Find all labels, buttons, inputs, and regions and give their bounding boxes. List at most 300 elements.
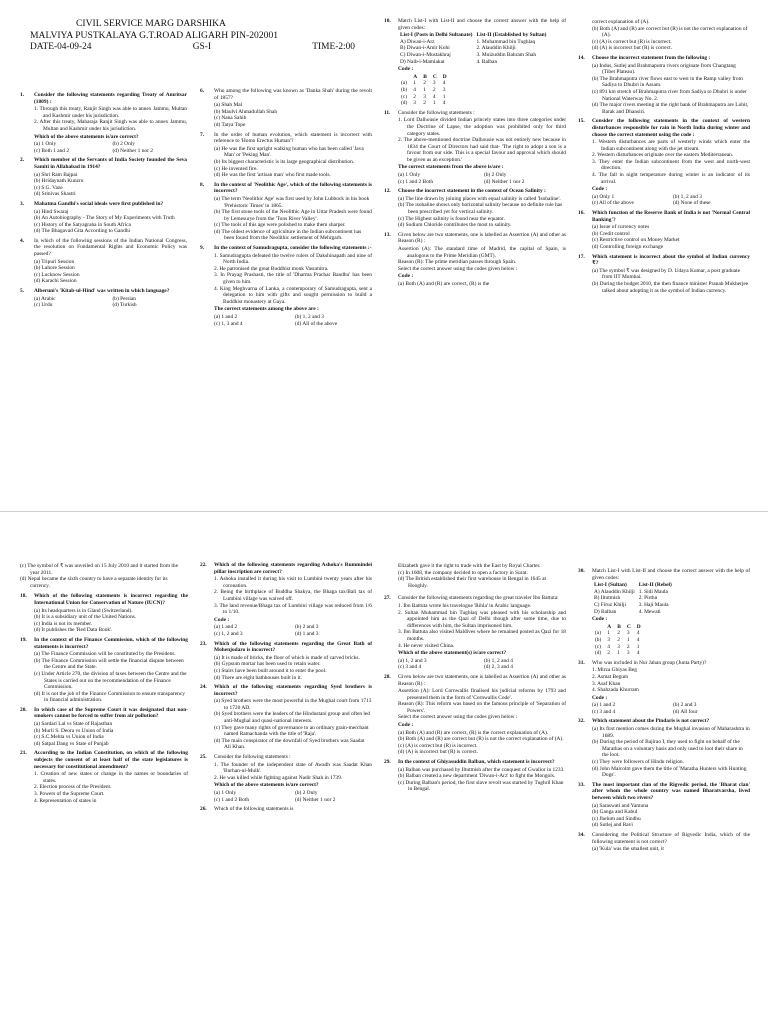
question-number: 5.	[20, 288, 25, 295]
code-cell: 2	[413, 93, 416, 100]
statement: 2. Being the birthplace of Buddha Shakya, the Bhaga tax/Bali tax of Lumbini village was waived off.	[214, 589, 372, 602]
code-cell: 4	[607, 643, 610, 650]
option[interactable]: (c) 1, 2 and 3	[214, 630, 243, 637]
question-number: 10.	[384, 18, 391, 24]
option[interactable]: (a) He was the first upright walking human who has been called 'Java Man' or 'Peking Man'.	[214, 145, 364, 159]
header-title: CIVIL SERVICE MARG DARSHIKA	[76, 18, 226, 29]
option[interactable]: (c) S.G. Vaze	[34, 184, 63, 191]
question-ask: Which of the above statement(s) is/are correct?	[398, 650, 507, 657]
question-22	[200, 562, 372, 638]
option[interactable]: (d) (A) is incorrect but (R) is correct.	[592, 45, 672, 52]
option[interactable]: (d) None of these	[673, 200, 711, 207]
list-1-item: B) Iltutmish	[594, 595, 621, 602]
statement: 3. Powers of the Supreme Court.	[34, 791, 105, 797]
option[interactable]: (b) Hridaynath Kunzru	[34, 178, 84, 185]
question-number: 34.	[578, 831, 585, 838]
question-13-continued	[592, 19, 750, 52]
question-text: In which case of the Supreme Court it was designated that non-smokers cannot be forced to suffer from air pollution?	[34, 706, 188, 720]
option[interactable]: (b) 1, 2 and 3	[295, 314, 324, 320]
question-16	[578, 210, 750, 251]
option[interactable]: (c) All of the above	[592, 200, 634, 207]
question-25	[200, 754, 372, 803]
question-12	[384, 188, 566, 229]
code-cell: 1	[626, 636, 630, 643]
question-number: 6.	[200, 88, 205, 94]
option[interactable]: (d) Tatya Tope	[214, 121, 246, 128]
statement: 4. Representation of states in	[34, 797, 97, 804]
question-30	[578, 568, 750, 657]
assertion: Assertion (A): Lord Cornwallis finalised his judicial reforms by 1793 and presented them in the form of 'Cornwallis Code'.	[398, 688, 566, 701]
option[interactable]: (c) They were followers of Hindu religion.	[592, 759, 684, 766]
code-head: C	[432, 73, 437, 80]
question-ask: The correct statements from the above is/are :	[398, 164, 504, 171]
question-34	[578, 832, 750, 853]
code-cell: (a)	[401, 80, 407, 87]
option[interactable]: (a) It is made of bricks, the floor of which is made of carved bricks.	[214, 654, 360, 661]
option[interactable]: (a) 1 and 2	[214, 624, 238, 631]
option[interactable]: (a) Sardari Lal vs State of Rajasthan	[34, 721, 113, 728]
statement: 1. Through this treaty, Ranjit Singh was able to annex Jammu, Multan and Kashmir under his jurisdiction.	[34, 106, 187, 119]
code-option[interactable]	[592, 650, 644, 657]
option[interactable]: (c) Both 1 and 2	[34, 147, 70, 154]
option[interactable]: (b) 2 Only	[295, 790, 318, 796]
option[interactable]: (d) Srinivas Shastri	[34, 191, 76, 198]
question-text: Which statement is incorrect about the symbol of Indian currency ₹?	[592, 253, 750, 267]
option[interactable]: (a) The term 'Neolithic Age' was first used by John Lubbock in his book 'Prehistoric Times' in 1865.	[214, 195, 370, 209]
header-time: TIME-2:00	[312, 41, 355, 52]
list-2-item: 1. Muhammad bin Tughlaq	[476, 38, 536, 45]
option[interactable]: (a) Hind Swaraj	[34, 208, 69, 215]
statement: 3. The land revenue/Bhaga tax of Lumbini village was reduced from 1/6 to 1/10.	[214, 602, 372, 616]
question-number: 13.	[384, 231, 391, 238]
statement: 3. Asaf Khan	[592, 680, 621, 687]
assertion: Assertion (A): The standard time of Madrid, the capital of Spain, is analogous to the Prime Meridian (GMT).	[398, 246, 566, 259]
statement: 1. The founder of the independent state of Awadh was Saadat Khan 'Burhan-ul-Mulk'.	[214, 761, 372, 775]
question-number: 20.	[20, 706, 27, 713]
option[interactable]: (b) It is a subsidiary unit of the United Nations.	[34, 614, 137, 621]
list-1-item: A) Diwan-i-Arz	[400, 38, 435, 45]
option[interactable]: (b) 2 and 3	[673, 702, 697, 709]
question-text: In the context of the Finance Commission, which of the following statements is incorrect?	[34, 636, 188, 650]
code-label: Code :	[398, 273, 414, 280]
option[interactable]: (c) 1 and 2 Both	[398, 178, 434, 185]
statement: 2. Asmat Begum	[592, 673, 629, 680]
option[interactable]: (c) (A) is correct but (R) is incorrect.	[398, 742, 478, 749]
code-cell: 1	[432, 100, 436, 107]
question-text: Match List-I with List-II and choose the correct answer with the help of given codes:	[398, 18, 566, 31]
code-option[interactable]	[398, 100, 450, 107]
option[interactable]: (c) In 1608, the company decided to open a factory in Surat.	[398, 569, 528, 576]
option[interactable]: (b) 2 Only	[484, 172, 507, 179]
option[interactable]: (c) The tools of this age were polished to make them sharper.	[214, 222, 346, 229]
statement: 2. He was killed while fighting against Nadir Shah in 1739.	[214, 774, 343, 781]
option[interactable]: (c) Urdu	[34, 302, 53, 309]
statement: 1. Creation of new states or change in the names or boundaries of states.	[34, 771, 188, 784]
option[interactable]: (c) He invented fire.	[214, 165, 258, 172]
option[interactable]: (b) An Autobiography - The Story of My Experiments with Truth	[34, 215, 175, 222]
question-23	[200, 641, 372, 682]
question-text: Who was included in Nur Jahan group (Junta Party)?	[592, 659, 707, 666]
option[interactable]: (a) Syed brothers were the most powerful in the Mughal court from 1713 to 1720 AD.	[214, 698, 372, 711]
question-text: In which of the following sessions of the Indian National Congress, the resolution on Fundamental Rights and Economic Policy was passed?	[34, 237, 187, 258]
option[interactable]: (c) 3 and 4	[592, 708, 616, 715]
option[interactable]: (a) 1 Only	[214, 790, 237, 796]
code-cell: 2	[432, 86, 436, 93]
question-number: 31.	[578, 659, 585, 666]
option[interactable]: (c) The symbol of ₹ was unveiled on 15 July 2010 and it started from the year 2011.	[20, 563, 178, 576]
option[interactable]: (c) Restrictive control on Money Market	[592, 237, 680, 244]
option[interactable]: (d) Satpal Dang vs State of Punjab	[34, 740, 109, 747]
question-28	[384, 674, 566, 756]
column-1	[20, 92, 187, 312]
statement: 1. Lord Dalhousie divided Indian princely states into three categories under the Doctrine of Lapse, the adoption was prohibited only for third category states.	[398, 117, 566, 137]
option[interactable]: (b) 2 and 3	[295, 624, 319, 631]
list-1-item: B) Diwan-i-Amir Kohi	[400, 45, 450, 52]
option[interactable]: (c) They gave many rights of governance to an ordinary grain-merchant named Ratnachanda with the title of 'Raja'.	[214, 724, 369, 738]
question-31	[578, 660, 750, 716]
code-cell: (b)	[401, 86, 408, 93]
option[interactable]: (d) Sodium Chloride contributes the most to salinity.	[398, 222, 512, 229]
code-cell: 1	[617, 650, 620, 657]
code-label: Code :	[592, 186, 608, 193]
option[interactable]: (d) The major rivers meeting at the right bank of Brahmaputra are Lohit, Barak and Dhansiri.	[592, 102, 749, 115]
question-number: 33.	[578, 781, 585, 788]
option[interactable]: (c) 1, 3 and 4	[214, 320, 243, 327]
option[interactable]: (a) Shah Mal	[214, 102, 243, 109]
option[interactable]: (a) 1 and 2	[592, 702, 616, 709]
option[interactable]: correct explanation of (A).	[592, 19, 650, 25]
list-1-header: List-I (Posts in Delhi Sultanate)	[400, 32, 473, 39]
option[interactable]: (b) Lahore Session	[34, 265, 75, 272]
list-1-item: D) Naib-i-Mamlakat	[400, 58, 445, 65]
question-text: In the context of Ghiyasuddin Balban, which statement is incorrect?	[398, 759, 555, 766]
option[interactable]: (b) Murli S. Deora vs Union of India	[34, 727, 114, 734]
option[interactable]: (c) S.C.Mehta vs Union of India	[34, 734, 104, 741]
option[interactable]: (a) 1 Only	[34, 141, 57, 148]
list-2-item: 2. Pirthu	[638, 595, 658, 602]
question-text: Match List-I with List-II and choose the correct answer with the help of given codes:	[592, 568, 750, 581]
code-cell: 1	[413, 80, 416, 87]
option[interactable]: (d) John Malcolm gave them the title of 'Maratha Hunters with Hunting Dogs'.	[592, 765, 747, 779]
code-cell: 3	[413, 100, 416, 107]
option[interactable]: (a) Both (A) and (R) are correct, (R) is the	[398, 280, 490, 287]
question-26	[200, 806, 372, 813]
code-cell: (d)	[595, 650, 602, 657]
code-cell: 2	[423, 100, 426, 107]
question-text: Which statement about the Pindaris is not correct?	[592, 718, 710, 725]
question-number: 24.	[200, 684, 207, 691]
code-cell: 3	[617, 643, 620, 650]
list-2-header: List-II (Rebel)	[638, 582, 672, 589]
question-text: Consider the following statements :	[214, 754, 291, 761]
option[interactable]: (a) Shri Ram Bajpai	[34, 171, 78, 178]
statement: 2. The above-mentioned doctrine Dalhousie was not entirely new because in 1834 the Court of Directors had said that- 'The right to adopt a son is a favour from our side. This is a special favour and approval which should be given as an exception.'	[398, 137, 566, 163]
option[interactable]: (d) Neither 1 nor 2	[484, 178, 525, 185]
code-cell: 2	[607, 650, 610, 657]
option[interactable]: (b) 2 Only	[112, 141, 135, 148]
option[interactable]: (d) He was the first 'artisan man' who first made tools.	[214, 172, 331, 179]
question-text: Consider the following statements :	[398, 109, 475, 116]
code-option[interactable]	[398, 80, 450, 87]
option[interactable]: (c) Stairs have been built around it to enter the pool.	[214, 667, 327, 674]
question-number: 14.	[578, 54, 585, 61]
question-text: Which of the following statements is incorrect regarding the International Union for Conservation of Nature (IUCN)?	[34, 593, 188, 606]
option[interactable]: (c) During Balban's period, the first slave revolt was started by Tughril Khan in Bengal.	[398, 779, 564, 793]
question-text: In the context of Samudragupta, consider the following statements :-	[214, 245, 372, 252]
question-15	[578, 118, 750, 207]
reason: Reason (R): This reform was based on the famous principle of 'Separation of Powers'.	[398, 701, 566, 714]
question-ask: Select the correct answer using the codes given below :	[398, 265, 518, 272]
question-number: 8.	[200, 181, 205, 188]
option[interactable]: (d) It is not the job of the Finance Commission to ensure transparency in financial administration.	[34, 690, 185, 704]
code-cell: 1	[607, 630, 610, 637]
option[interactable]: (b) The Brahmaputra river flows east to west in the Ramp valley from Sadiya to Dhubri in Assam.	[592, 75, 743, 89]
question-text: In the context of 'Neolithic Age', which of the following statements is incorrect?	[214, 181, 372, 195]
list-1-item: A) Alauddin Khilji	[594, 588, 635, 595]
option[interactable]: (b) 1, 2 and 4	[484, 657, 513, 664]
code-label: Code :	[214, 616, 230, 623]
question-20	[20, 707, 188, 748]
statement: 2. Sultan Muhammad bin Tughlaq was pleased with his scholarship and appointed him as the Qazi of Delhi though after some time, due to differences with him, the Sultan imprisoned him.	[398, 609, 566, 629]
list-2-header: List-II (Established by Sultan)	[476, 32, 547, 39]
code-head: C	[626, 623, 631, 630]
question-number: 9.	[200, 245, 205, 252]
option[interactable]: (c) 1 and 2 Both	[214, 796, 250, 803]
statement: 1. Mirza Ghiyas Beg	[592, 667, 637, 674]
option[interactable]: (c) Jhelum and Sindhu	[592, 815, 641, 822]
option[interactable]: (a) Issue of currency notes	[592, 224, 650, 231]
option[interactable]: (a) The symbol ₹ was designed by D. Udaya Kumar, a post graduate from IIT Mumbai.	[592, 267, 741, 281]
option[interactable]: (c) Nana Sahib	[214, 115, 247, 122]
list-1-item: C) Firuz Khilji	[594, 601, 627, 608]
code-cell: (d)	[401, 100, 408, 107]
option[interactable]: (c) 3 and 4	[398, 664, 422, 671]
question-17-continued	[20, 563, 188, 589]
option[interactable]: (d) Karachi Session	[34, 278, 77, 285]
option[interactable]: (b) Persian	[112, 295, 137, 302]
question-14	[578, 55, 750, 115]
statement: 3. In Prayag Prashasti, the title of 'Dharma Prachar Bandhu' has been given to him.	[214, 272, 372, 286]
option[interactable]: (a) Balban was purchased by Iltutmish after the conquest of Gwalior in 1233.	[398, 766, 565, 773]
question-number: 23.	[200, 640, 207, 647]
option[interactable]: (a) Indus, Sutlej and Brahmaputra rivers originate from Changtang (Tibet Plateau).	[592, 62, 736, 76]
option[interactable]: (a) 1, 2 and 3	[398, 657, 427, 664]
question-number: 22.	[200, 562, 207, 568]
option[interactable]: (b) Maulvi Ahmadullah Shah	[214, 108, 278, 115]
code-cell: 1	[442, 93, 446, 100]
code-cell: 1	[636, 643, 640, 650]
option[interactable]: (b) The first stone tools of the Neolithic Age in Uttar Pradesh were found by Lemesurye from the 'Tons River Valley'.	[214, 209, 372, 222]
option[interactable]: (a) Saraswati and Yamuna	[592, 802, 649, 809]
question-2	[20, 157, 187, 198]
question-number: 29.	[384, 759, 391, 766]
option[interactable]: (b) Its biggest characteristic is its large geographical distribution.	[214, 158, 355, 165]
statement: 4. Shahzada Khurram	[592, 687, 639, 694]
code-cell: 4	[432, 93, 436, 100]
question-24	[200, 684, 372, 751]
code-cell: 3	[607, 636, 610, 643]
statement: 1. Ashoka installed it during his visit to Lumbini twenty years after his coronation.	[214, 576, 372, 589]
option[interactable]: (d) 2, 3 and 4	[484, 664, 513, 671]
list-2-item: 4. Balban	[476, 58, 498, 65]
question-number: 15.	[578, 118, 585, 125]
option[interactable]: (d) The British established their first warehouse in Bengal in 1645 at Hooghly.	[398, 576, 546, 589]
column-7	[384, 562, 566, 796]
match-table	[592, 582, 674, 615]
code-cell: 2	[626, 643, 630, 650]
option[interactable]: (d) The Bhagavad Gita According to Gandhi	[34, 228, 131, 235]
question-ask: Select the correct answer using the codes given below :	[398, 714, 518, 721]
question-number: 25.	[200, 754, 207, 761]
option[interactable]: (b) Balban created a new department 'Diwan-i-Arz' to fight the Mongols.	[398, 773, 556, 780]
question-text: Consider the following statements regarding Treaty of Amritsar (1809) :	[34, 92, 187, 105]
code-cell: 4	[413, 86, 416, 93]
option[interactable]: (c) Lucknow Session	[34, 271, 80, 278]
option[interactable]: (a) The line drawn by joining places with equal salinity is called 'Isohaline'.	[398, 195, 561, 202]
code-cell: 1	[423, 86, 426, 93]
option[interactable]: (b) Syed brothers were the leaders of the Hindustani group and often led anti-Mughal and quasi-national interests.	[214, 711, 370, 725]
question-ask: Which of the above statements is/are correct?	[214, 782, 319, 789]
code-cell: (a)	[595, 630, 601, 637]
option[interactable]: (a) Tripuri Session	[34, 258, 75, 265]
option[interactable]: (d) All four	[673, 708, 698, 715]
column-2	[200, 88, 372, 330]
code-head: A	[607, 623, 612, 630]
question-7	[200, 132, 372, 179]
header-date: DATE-04-09-24	[30, 41, 92, 52]
code-cell: 2	[423, 80, 426, 87]
option[interactable]: (a) The Finance Commission will be constituted by the President.	[34, 651, 176, 658]
option[interactable]: (d) Sutlej and Ravi	[592, 822, 633, 829]
question-number: 3.	[20, 200, 25, 207]
question-ask: The correct statements among the above are :	[214, 306, 319, 313]
code-head: D	[442, 73, 447, 80]
column-3	[384, 18, 566, 291]
code-head: A	[413, 73, 418, 80]
option[interactable]: (b) Both (A) and (R) are correct but (R) is not the correct explanation of (A).	[592, 25, 748, 39]
statement: 4. The fall in night temperature during winter is an indicator of its arrival.	[592, 172, 750, 185]
code-option[interactable]	[592, 630, 644, 637]
option[interactable]: (a) Only 1	[592, 193, 615, 200]
option[interactable]: (d) Nepal became the sixth country to have a separate identity for its currency.	[20, 576, 168, 589]
question-text: Consider the following statements regarding the great traveler Ibn Battuta:	[398, 595, 559, 602]
question-13	[384, 232, 566, 288]
question-17	[578, 254, 750, 295]
option[interactable]: (b) During the budget 2010, the then finance minister Pranab Mukherjee talked about adopting it as the symbol of Indian currency.	[592, 280, 749, 294]
option[interactable]: (c) (A) is correct but (R) is incorrect.	[592, 38, 672, 45]
list-2-item: 1. Sidi Maula	[638, 588, 668, 595]
option[interactable]: (a) 1 Only	[398, 172, 421, 179]
option[interactable]: Elizabeth gave it the right to trade with the East by Royal Charter.	[398, 563, 541, 569]
question-1	[20, 92, 187, 154]
option[interactable]: (b) The Finance Commission will settle the financial dispute between the Centre and the State.	[34, 657, 184, 671]
question-number: 32.	[578, 718, 585, 725]
question-3	[20, 201, 187, 235]
option[interactable]: (d) Turkish	[112, 302, 137, 309]
option[interactable]: (b) Ganga and Kabul	[592, 809, 638, 816]
option[interactable]: (c) The Highest salinity is found near the equator.	[398, 215, 505, 222]
option[interactable]: (a) Its headquarters is in Gland (Switzerland).	[34, 607, 133, 614]
code-cell: 4	[636, 636, 640, 643]
question-text: Which function of the Reserve Bank of India is not 'Normal Central Banking'?	[592, 210, 750, 223]
option[interactable]: (b) The isohaline shows only horizontal salinity because no definite rule has been prescribed yet for vertical salinity.	[398, 202, 563, 216]
question-text: Mahatma Gandhi's social ideals were first published in?	[34, 200, 164, 207]
question-text: Choose the incorrect statement in the context of Ocean Salinity :	[398, 188, 546, 195]
option[interactable]: (a) 'Kula' was the smallest unit, it	[592, 846, 664, 853]
option[interactable]: (b) During the period of Bajirao I, they used to fight on behalf of the Marathas on a voluntary basis and only used to loot their share in the loot.	[592, 739, 743, 759]
option[interactable]: (d) 1 and 3	[295, 630, 319, 637]
question-number: 16.	[578, 210, 585, 217]
question-number: 27.	[384, 595, 391, 602]
statement: 4. He never visited China.	[398, 642, 455, 649]
option[interactable]: (b) Both (A) and (R) are correct but (R) is not the correct explanation of (A).	[398, 736, 564, 743]
header-meta-row	[30, 42, 355, 54]
statement: 2. Western disturbances originate over the eastern Mediterranean.	[592, 152, 734, 159]
option[interactable]: (a) Both (A) and (R) are correct, (R) is the correct explanation of (A).	[398, 729, 549, 736]
list-2-item: 4. Mewati	[638, 608, 661, 615]
option[interactable]: (c) India is not its member.	[34, 620, 93, 627]
option[interactable]: (c) History of the Satyagraha in South Africa	[34, 221, 131, 228]
question-number: 4.	[20, 237, 25, 244]
option[interactable]: (d) (A) is incorrect but (R) is correct.	[398, 749, 478, 756]
question-text: In the order of human evolution, which statement is incorrect with reference to 'Homo Erectus Human'?	[214, 131, 372, 145]
code-option[interactable]	[592, 637, 644, 644]
code-cell: 4	[636, 630, 640, 637]
column-5	[20, 562, 188, 807]
question-text: Which member of the Servants of India Society founded the Seva Samiti in Allahabad in 1914?	[34, 157, 187, 170]
list-1-item: C) Diwan-i-Mustakhraj	[400, 51, 451, 58]
option[interactable]: (b) Credit control	[592, 230, 630, 237]
question-5	[20, 288, 187, 309]
option[interactable]: (b) Gypsum mortar has been used to retain water.	[214, 661, 321, 668]
question-6	[200, 88, 372, 129]
question-text: Which of the following statements regarding Ashoka's Rummindei pillar inscription are correct?	[214, 562, 372, 575]
option[interactable]: (a) Arabic	[34, 295, 56, 302]
code-cell: 2	[617, 630, 620, 637]
list-2-item: 2. Alauddin Khilji	[476, 45, 516, 52]
code-label: Code :	[592, 694, 608, 701]
option[interactable]: (a) 1 and 2	[214, 314, 238, 320]
question-number: 17.	[578, 253, 585, 260]
option[interactable]: (d) Controlling foreign exchange	[592, 244, 664, 250]
code-cell: 3	[626, 630, 630, 637]
option[interactable]: (b) 1, 2 and 3	[673, 193, 702, 200]
option[interactable]: (d) It publishes the 'Red Data Book'.	[34, 627, 113, 634]
question-text: Given below are two statements, one is labelled as Assertion (A) and other as Reason (R) :	[398, 673, 566, 687]
code-option[interactable]	[398, 87, 450, 94]
question-29	[384, 759, 566, 793]
option[interactable]: (d) The main conspirator of the downfall of Syed brothers was Saadat Ali Khan.	[214, 737, 365, 751]
option[interactable]: (c) Under Article 270, the division of taxes between the Centre and the States is carried out on the recommendation of the Finance Commission.	[34, 670, 187, 691]
question-4	[20, 238, 187, 285]
option[interactable]: (c) 891 km stretch of Brahmaputra river from Sadiya to Dhubri is under National Waterway No. 2.	[592, 88, 747, 102]
option[interactable]: (a) Its first mention comes during the Mughal invasion of Maharashtra in 1689.	[592, 726, 750, 739]
option[interactable]: (d) All of the above	[295, 320, 338, 327]
option[interactable]: (d) Neither 1 nor 2	[112, 147, 153, 154]
reason: Reason (R): The prime meridian passes through Spain.	[398, 259, 517, 266]
option[interactable]: (d) There are eight bathhouses built in it.	[214, 674, 302, 681]
option[interactable]: (d) The oldest evidence of agriculture in the Indian subcontinent has been found from the Neolithic settlement of Mehrgarh.	[214, 228, 362, 242]
question-number: 21.	[20, 750, 27, 757]
question-ask: Which of the above statements is/are correct?	[34, 133, 139, 140]
code-head: B	[423, 73, 427, 80]
question-number: 26.	[200, 806, 207, 813]
option[interactable]: (d) Neither 1 nor 2	[295, 796, 336, 803]
code-label: Code :	[592, 616, 608, 623]
question-33	[578, 782, 750, 829]
question-9	[200, 245, 372, 327]
statement: 3. Ibn Battuta also visited Maldives where he remained posted as Qazi for 18 months.	[398, 629, 566, 642]
